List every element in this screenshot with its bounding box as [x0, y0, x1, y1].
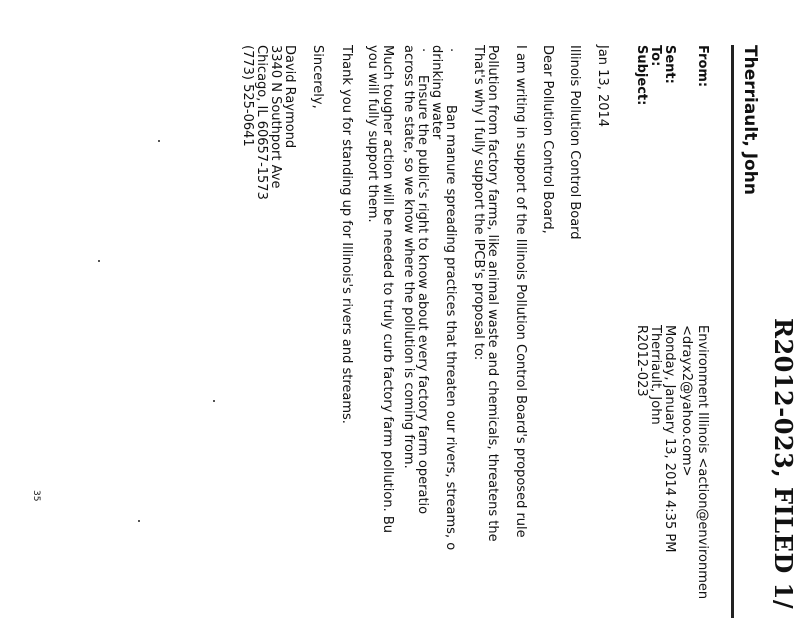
paragraph-1-line-3: That's why I fully support the IPCB's proposal to:: [471, 45, 486, 361]
thank-you-line: Thank you for standing up for Illinois's rivers and streams.: [339, 45, 354, 424]
sender-name: Therriault, John: [740, 45, 760, 195]
closing: Sincerely,: [310, 45, 325, 109]
sent-label: Sent:: [662, 45, 677, 84]
signature-phone: (773) 525-0641: [240, 45, 255, 147]
bullet-marker-1: ·: [443, 48, 458, 53]
from-value: Environment Illinois <action@environmen: [695, 325, 710, 600]
header-rule: [731, 45, 734, 618]
from-label: From:: [695, 45, 710, 88]
scan-speck: [138, 520, 140, 522]
page-number: 35: [31, 490, 41, 502]
bullet-1-line-2: drinking water: [429, 45, 444, 140]
scan-speck: [158, 140, 160, 142]
bullet-marker-2: ·: [415, 48, 430, 53]
letter-date: Jan 13, 2014: [595, 45, 610, 128]
subject-value: R2012-023: [634, 325, 649, 397]
scan-speck: [213, 400, 215, 402]
bullet-2-line-1: Ensure the public's right to know about every factory farm operatio: [415, 75, 430, 515]
bullet-2-line-2: across the state, so we know where the pollution is coming from.: [401, 45, 416, 469]
from-value-email: <drayx2@yahoo.com>: [679, 325, 694, 477]
paragraph-1-line-2: Pollution from factory farms, like animal waste and chemicals, threatens the: [485, 45, 500, 542]
bullet-1-line-1: Ban manure spreading practices that threaten our rivers, streams, o: [443, 105, 458, 551]
signature-street: 3340 N Southport Ave: [268, 45, 283, 189]
to-value: Therriault, John: [648, 325, 663, 425]
letter-recipient: Illinois Pollution Control Board: [567, 45, 582, 240]
letter-salutation: Dear Pollution Control Board,: [540, 45, 555, 234]
signature-city: Chicago, IL 60657-1573: [254, 45, 269, 200]
paragraph-1-line-1: I am writing in support of the Illinois Pollution Control Board's proposed rule: [513, 45, 528, 538]
to-label: To:: [648, 45, 663, 67]
scan-speck: [98, 260, 100, 262]
signature-name: David Raymond: [282, 45, 297, 149]
paragraph-2-line-1: Much tougher action will be needed to truly curb factory farm pollution. Bu: [380, 45, 395, 534]
sent-value: Monday, January 13, 2014 4:35 PM: [662, 325, 677, 553]
subject-label: Subject:: [634, 45, 649, 106]
filing-stamp: R2012-023, FILED 1/: [769, 318, 798, 610]
paragraph-2-line-2: you will fully support them.: [365, 45, 380, 223]
